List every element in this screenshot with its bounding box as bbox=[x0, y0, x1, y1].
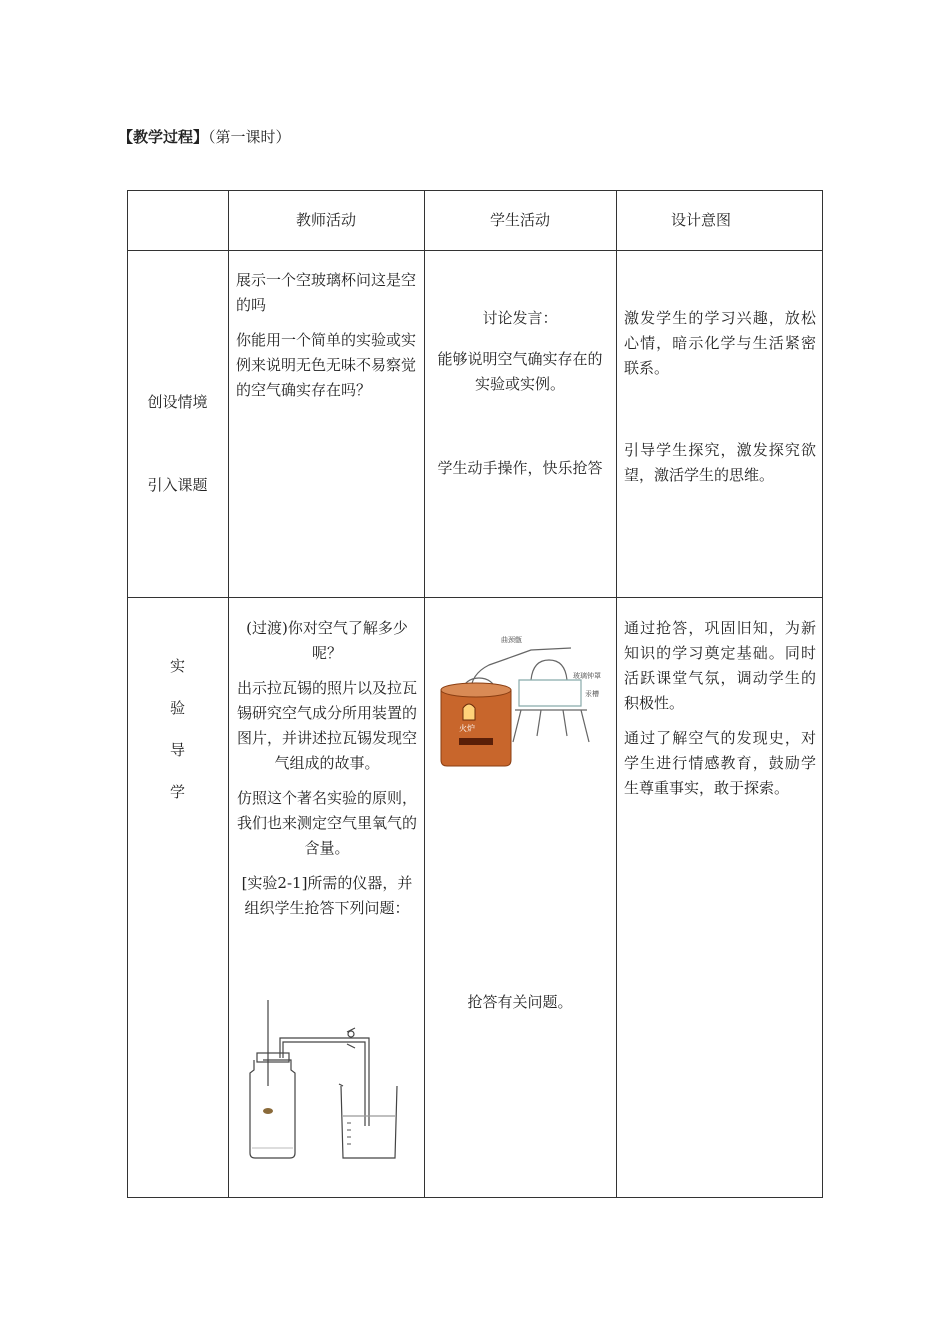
label-bell-jar: 玻璃钟罩 bbox=[573, 672, 601, 680]
table-border-right bbox=[822, 190, 823, 1198]
row1-student-p3: 学生动手操作，快乐抢答 bbox=[437, 459, 603, 477]
row1-teacher-p1: 展示一个空玻璃杯问这是空的吗 bbox=[236, 271, 417, 314]
header-student: 学生活动 bbox=[489, 210, 550, 229]
label-furnace: 火炉 bbox=[459, 724, 475, 733]
row2-intent-p2: 通过了解空气的发现史，对学生进行情感教育，鼓励学生尊重事实，敢于探索。 bbox=[624, 729, 816, 797]
row1-student-p1: 讨论发言： bbox=[482, 309, 558, 327]
row2-teacher bbox=[236, 616, 418, 931]
row1-stage-line2: 引入课题 bbox=[147, 476, 208, 494]
row2-stage bbox=[127, 654, 228, 822]
row1-intent-p1: 激发学生的学习兴趣，放松心情，暗示化学与生活紧密联系。 bbox=[624, 309, 816, 377]
header-stage bbox=[127, 190, 228, 250]
table-border-header bbox=[127, 250, 823, 251]
row2-intent bbox=[624, 616, 816, 811]
lesson-table bbox=[127, 190, 823, 1198]
row1-student-p2: 能够说明空气确实存在的实验或实例。 bbox=[437, 350, 603, 393]
row1-intent-p2: 引导学生探究，激发探究欲望，激活学生的思维。 bbox=[624, 441, 816, 484]
apparatus-flask-beaker-figure bbox=[243, 998, 413, 1163]
row2-stage-char-4: 学 bbox=[169, 783, 185, 801]
heading-bold: 【教学过程】 bbox=[118, 128, 209, 146]
row1-teacher bbox=[236, 268, 418, 413]
row2-stage-char-1: 实 bbox=[169, 657, 185, 675]
row2-teacher-p3: 仿照这个著名实验的原则，我们也来测定空气里氧气的含量。 bbox=[236, 789, 417, 857]
row2-intent-p1: 通过抢答，巩固旧知，为新知识的学习奠定基础。同时活跃课堂气氛，调动学生的积极性。 bbox=[624, 619, 816, 712]
row2-stage-char-2: 验 bbox=[169, 699, 185, 717]
header-teacher: 教师活动 bbox=[295, 210, 356, 229]
table-border-bottom bbox=[127, 1197, 823, 1198]
row1-teacher-p2: 你能用一个简单的实验或实例来说明无色无味不易察觉的空气确实存在吗？ bbox=[236, 331, 417, 399]
header-intent: 设计意图 bbox=[670, 210, 731, 229]
row2-student-p1: 抢答有关问题。 bbox=[467, 993, 573, 1011]
table-col-divider-2 bbox=[424, 190, 425, 1198]
heading-rest: （第一课时） bbox=[208, 128, 291, 146]
row2-teacher-p2: 出示拉瓦锡的照片以及拉瓦锡研究空气成分所用装置的图片，并讲述拉瓦锡发现空气组成的故事。 bbox=[236, 679, 417, 772]
row2-stage-char-3: 导 bbox=[169, 741, 185, 759]
section-heading bbox=[118, 126, 291, 147]
row1-stage-line1: 创设情境 bbox=[147, 393, 208, 411]
row2-teacher-p4: [实验2-1]所需的仪器，并组织学生抢答下列问题： bbox=[241, 874, 413, 917]
table-col-divider-1 bbox=[228, 190, 229, 1198]
table-border-row1 bbox=[127, 597, 823, 598]
lavoisier-apparatus-figure bbox=[431, 620, 611, 775]
label-trough: 汞槽 bbox=[585, 690, 599, 698]
label-retort: 曲颈甑 bbox=[501, 636, 522, 644]
table-col-divider-3 bbox=[616, 190, 617, 1198]
row2-teacher-p1: (过渡)你对空气了解多少呢？ bbox=[246, 619, 408, 662]
